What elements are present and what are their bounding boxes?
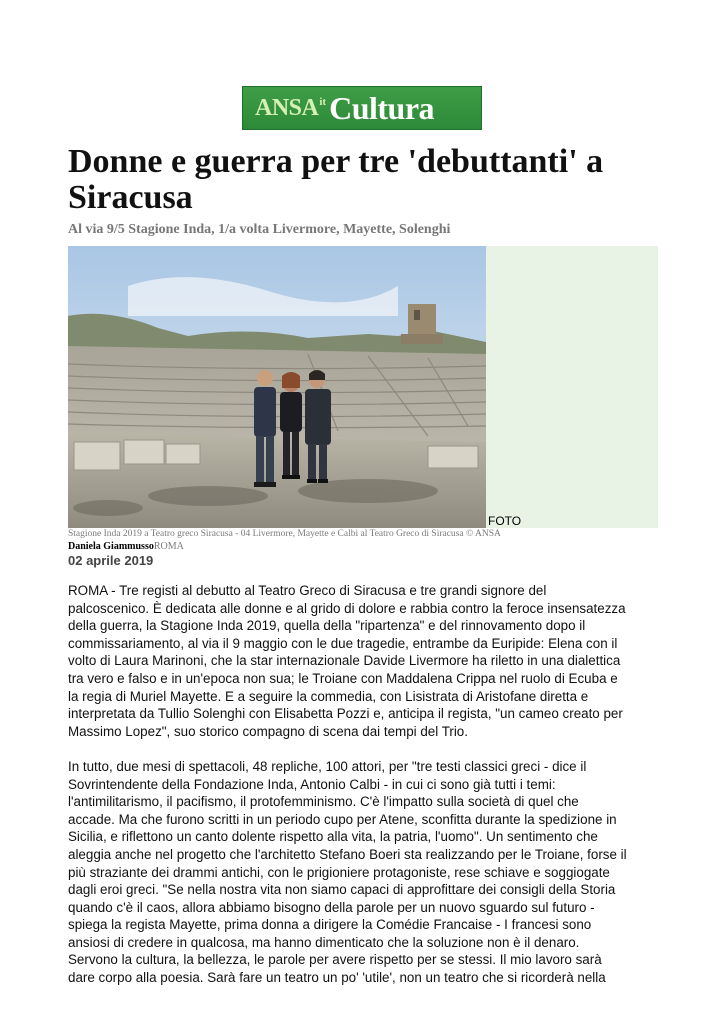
byline-author: Daniela Giammusso <box>68 541 154 552</box>
body-line: più straziante dei drammi antichi, con le prigioniere protagoniste, rese schiave e soggiogate <box>68 864 610 880</box>
logo-it-text: it <box>319 96 327 108</box>
body-line: la regia di Muriel Mayette. E a seguire la commedia, con Lisistrata di Aristofane diretta e <box>68 688 589 704</box>
body-line: commissariamento, al via il 9 maggio con le due tragedie, entrambe da Euripide: Elena con il <box>68 635 618 651</box>
body-line: aleggia anche nel progetto che l'architetto Stefano Boeri sta realizzando per le Troiane, forse il <box>68 846 627 862</box>
body-paragraph-1 <box>68 582 668 740</box>
paragraph-gap <box>68 740 668 758</box>
theatre-photo-illustration <box>68 246 486 528</box>
article-byline <box>68 541 184 552</box>
body-line: In tutto, due mesi di spettacoli, 48 repliche, 100 attori, per "tre testi classici greci - dice il <box>68 758 587 774</box>
body-line: quando c'è il caos, allora abbiamo bisogno della parole per un nuovo sguardo sul futuro - <box>68 899 595 915</box>
body-line: dare corpo alla poesia. Sarà fare un teatro un po' 'utile', non un teatro che si ricorderà nella <box>68 970 606 986</box>
logo-ansa-text: ANSA <box>255 94 319 121</box>
body-line: della guerra, la Stagione Inda 2019, quella della "ripartenza" e del rinnovamento dopo il <box>68 618 586 634</box>
body-line: palcoscenico. È dedicata alle donne e al grido di dolore e rabbia contro la feroce insensatezza <box>68 600 626 616</box>
body-line: interpretata da Tullio Solenghi con Elisabetta Pozzi e, anticipa il regista, "un cameo creato per <box>68 706 623 722</box>
body-line: volto di Laura Marinoni, che la star internazionale Davide Livermore ha riletto in una dialettica <box>68 653 621 669</box>
body-line: spiega la regista Mayette, prima donna a dirigere la Comédie Francaise - I francesi sono <box>68 917 592 933</box>
body-line: tra vero e falso e in un'epoca non sua; le Troiane con Maddalena Crippa nel ruolo di Ecuba e <box>68 670 618 686</box>
article-date: 02 aprile 2019 <box>68 553 154 568</box>
body-line: ROMA - Tre registi al debutto al Teatro Greco di Siracusa e tre grandi signore del <box>68 583 547 598</box>
body-line: accade. Ma che furono scritti in un periodo cupo per Atene, sconfitta durante la spedizione in <box>68 811 617 827</box>
article-photo <box>68 246 486 528</box>
byline-place: ROMA <box>153 541 184 552</box>
body-paragraph-2 <box>68 758 668 987</box>
article-photo-frame <box>68 246 658 528</box>
body-line: Servono la cultura, la bellezza, le parole per avere rispetto per se stessi. Il mio lavoro sarà <box>68 952 602 968</box>
logo-section-text: Cultura <box>329 89 435 126</box>
article-headline: Donne e guerra per tre 'debuttanti' a Siracusa <box>68 143 604 216</box>
ansa-cultura-logo <box>242 86 482 130</box>
article-subheadline: Al via 9/5 Stagione Inda, 1/a volta Livermore, Mayette, Solenghi <box>68 222 451 237</box>
body-line: Sicilia, e riflettono un canto dolente rispetto alla vita, la patria, l'uomo". Un sentimento che <box>68 829 598 845</box>
body-line: dagli eroi greci. "Se nella nostra vita non siamo capaci di approfittare dei consigli della Storia <box>68 882 616 898</box>
article-body <box>68 582 668 987</box>
body-line: Massimo Lopez", suo storico compagno di scena dai tempi del Trio. <box>68 723 468 739</box>
photo-caption: Stagione Inda 2019 a Teatro greco Siracusa - 04 Livermore, Mayette e Calbi al Teatro Greco di Siracusa © ANSA <box>68 529 501 539</box>
body-line: Sovrintendente della Fondazione Inda, Antonio Calbi - in cui ci sono già tutti i temi: <box>68 776 556 792</box>
body-line: ansiosi di credere in qualcosa, ma hanno dimenticato che la soluzione non è il denaro. <box>68 934 580 950</box>
body-line: l'antimilitarismo, il pacifismo, il protofemminismo. C'è l'impatto sulla società di quel che <box>68 794 579 810</box>
photo-label: FOTO <box>488 514 522 528</box>
